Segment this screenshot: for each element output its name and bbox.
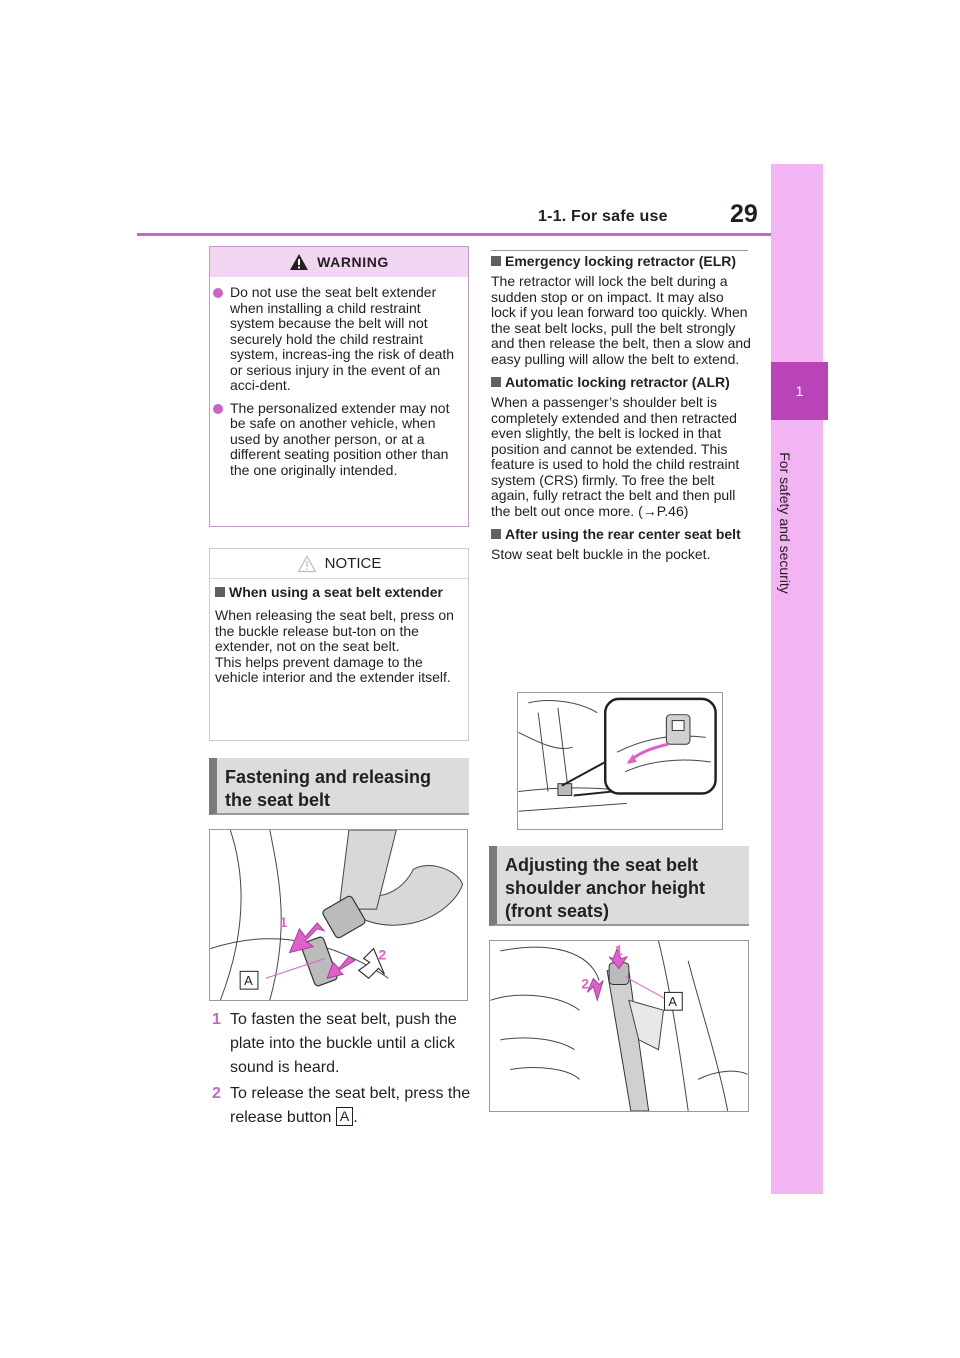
figure-shoulder-anchor [489,940,749,1112]
square-bullet-icon [215,587,225,597]
step-text: To fasten the seat belt, push the plate into the buckle until a click sound is heard. [230,1011,457,1076]
right-column [491,254,751,563]
header-rule [137,233,771,236]
shoulder-anchor-illustration [490,941,748,1111]
figure3-label-2: 2 [581,975,590,992]
warning-title: WARNING [317,254,389,270]
step-text: To release the seat belt, press the release button [230,1085,471,1126]
column-rule [491,250,748,251]
step-item [209,1008,471,1080]
figure1-label-a: A [244,973,253,989]
warning-triangle-icon [289,253,309,271]
figure1-label-1: 1 [279,913,288,930]
release-button-label-a: A [336,1107,353,1126]
figure3-label-1: 1 [615,941,623,958]
rear-center-body: Stow seat belt buckle in the pocket. [491,546,711,562]
bullet-dot-icon [213,288,223,298]
caution-triangle-icon [297,555,317,573]
chapter-title-vertical [770,433,800,613]
section-heading-fastening: Fastening and releasing the seat belt [209,758,469,815]
figure-rear-buckle-pocket [517,692,723,830]
figure-seat-belt-buckle [209,829,468,1001]
square-bullet-icon [491,256,501,266]
fastening-steps [209,1008,471,1130]
rear-center-heading-text: After using the rear center seat belt [505,526,741,542]
step-text-end: . [353,1109,358,1126]
notice-title: NOTICE [324,555,382,572]
notice-body: When releasing the seat belt, press on the buckle release but-ton on the extender, not on the seat belt. [215,607,454,654]
warning-bullet [210,285,468,394]
alr-body: When a passenger’s shoulder belt is completely extended and then retracted even slightly, the belt is locked in that position and cannot be extended. This feature is used to hold the child restraint system (CRS) firmly. To free the belt again, fully retract the belt and then pull the belt out once more. (→P.46) [491,394,740,519]
step-number: 2 [212,1085,221,1102]
step-item [209,1082,471,1130]
notice-box [209,548,469,741]
notice-content [210,579,468,686]
warning-bullet-text: Do not use the seat belt extender when installing a child restraint system because the belt will not securely hold the child restraint system, increas-ing the risk of death or serious injury in the event of an acci-dent. [230,284,455,393]
warning-header [210,247,468,277]
rear-seat-pocket-illustration [518,693,722,829]
alr-heading [491,375,751,390]
section-heading-shoulder-anchor: Adjusting the seat belt shoulder anchor height (front seats) [489,846,749,926]
alr-heading-text: Automatic locking retractor (ALR) [505,374,730,390]
chapter-title-text: For safety and security [777,452,793,594]
elr-heading-text: Emergency locking retractor (ELR) [505,253,737,269]
rear-center-heading [491,527,751,542]
chapter-number-tab: 1 [771,362,828,420]
chapter-side-tab [771,164,823,1194]
bullet-dot-icon [213,404,223,414]
warning-bullet-text: The personalized extender may not be safe on another vehicle, when used by another person, or at a different seating position other than the one originally intended. [230,399,450,478]
seat-belt-buckle-illustration [210,830,467,1000]
page-number: 29 [730,200,758,228]
notice-body-2: This helps prevent damage to the vehicle interior and the extender itself. [215,653,451,685]
figure1-label-2: 2 [378,946,387,963]
notice-subheading-text: When using a seat belt extender [229,584,443,600]
figure3-label-a: A [668,994,677,1010]
section-title: 1-1. For safe use [538,208,668,225]
notice-header [210,549,468,579]
elr-body: The retractor will lock the belt during a sudden stop or on impact. It may also lock if you lean forward too quickly. When the seat belt locks, pull the belt strongly and then release the belt, then a slow and easy pulling will allow the belt to extend. [491,273,751,367]
warning-bullet [210,401,468,479]
notice-subheading [215,585,463,600]
elr-heading [491,254,751,269]
warning-box [209,246,469,527]
square-bullet-icon [491,529,501,539]
square-bullet-icon [491,377,501,387]
step-number: 1 [212,1011,221,1028]
